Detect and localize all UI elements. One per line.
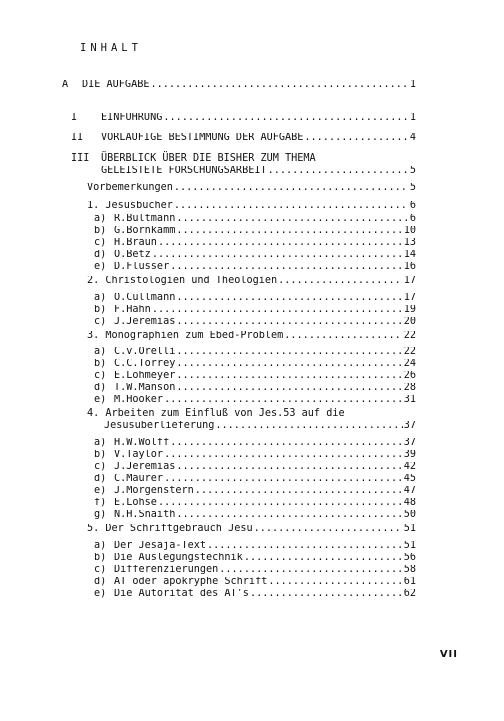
page-number: 47 xyxy=(403,486,416,496)
item-label: F.Hahn xyxy=(114,305,151,315)
toc-entry-vorbemerkungen xyxy=(87,183,416,193)
leader-dots xyxy=(176,462,402,472)
page-number: 28 xyxy=(403,383,416,393)
leader-dots xyxy=(268,577,402,587)
leader-dots xyxy=(164,395,403,405)
toc-item xyxy=(94,262,416,272)
section-title: 3. Monographien zum Ebed-Problem xyxy=(87,331,284,341)
toc-marker: I xyxy=(71,113,78,123)
toc-section-2 xyxy=(87,276,416,286)
item-marker: d) xyxy=(94,250,107,260)
toc-item xyxy=(94,305,416,315)
item-marker: c) xyxy=(94,565,107,575)
leader-dots xyxy=(164,474,403,484)
page-footer-number: VII xyxy=(439,649,458,660)
page-number: 5 xyxy=(409,183,416,193)
page-number: 14 xyxy=(403,250,416,260)
item-marker: c) xyxy=(94,371,107,381)
leader-dots xyxy=(244,553,403,563)
item-label: N.H.Snaith xyxy=(114,510,176,520)
page-number: 13 xyxy=(403,238,416,248)
item-marker: d) xyxy=(94,383,107,393)
page-number: 22 xyxy=(403,347,416,357)
item-marker: b) xyxy=(94,226,107,236)
toc-item xyxy=(94,577,416,587)
page-number: 37 xyxy=(403,438,416,448)
leader-dots xyxy=(176,371,402,381)
page-number: 1 xyxy=(409,113,416,123)
section-title: Jesusüberlieferung xyxy=(104,421,215,431)
item-label: C.C.Torrey xyxy=(114,359,176,369)
toc-item xyxy=(94,238,416,248)
toc-entry-label: A DIE AUFGABE xyxy=(62,80,150,90)
page-number: 26 xyxy=(403,371,416,381)
leader-dots xyxy=(152,250,403,260)
toc-entry-ii xyxy=(71,133,416,143)
item-marker: e) xyxy=(94,395,107,405)
toc-entry-label: GELEISTETE FORSCHUNGSARBEIT xyxy=(101,166,267,176)
toc-item xyxy=(94,589,416,599)
item-label: C.Maurer xyxy=(114,474,164,484)
item-marker: b) xyxy=(94,553,107,563)
page-number: 56 xyxy=(403,553,416,563)
leader-dots xyxy=(164,450,403,460)
page-number: 17 xyxy=(403,293,416,303)
item-label: G.Bornkamm xyxy=(114,226,176,236)
toc-item xyxy=(94,565,416,575)
toc-entry-label: Vorbemerkungen xyxy=(87,183,173,193)
item-marker: e) xyxy=(94,486,107,496)
leader-dots xyxy=(170,262,403,272)
toc-item xyxy=(94,474,416,484)
toc-entry-iii xyxy=(101,166,416,176)
toc-entry-i xyxy=(71,113,416,123)
leader-dots xyxy=(174,201,409,211)
item-label: T.W.Manson xyxy=(114,383,176,393)
item-marker: d) xyxy=(94,577,107,587)
toc-item xyxy=(94,383,416,393)
page-number: 6 xyxy=(409,214,416,224)
item-label: Der Jesaja-Text xyxy=(114,541,207,551)
page-number: 16 xyxy=(403,262,416,272)
page-number: 58 xyxy=(403,565,416,575)
page-number: 50 xyxy=(403,510,416,520)
leader-dots xyxy=(176,226,402,236)
item-marker: a) xyxy=(94,293,107,303)
item-marker: b) xyxy=(94,359,107,369)
page-number: 20 xyxy=(403,317,416,327)
toc-entry-iii-line1: III ÜBERBLICK ÜBER DIE BISHER ZUM THEMA xyxy=(71,153,316,164)
item-marker: e) xyxy=(94,262,107,272)
page-number: 62 xyxy=(403,589,416,599)
page-number: 39 xyxy=(403,450,416,460)
page-number: 4 xyxy=(409,133,416,143)
leader-dots xyxy=(176,510,402,520)
page-heading: INHALT xyxy=(80,42,142,54)
toc-item xyxy=(94,214,416,224)
item-label: AT oder apokryphe Schrift xyxy=(114,577,268,587)
section-title: 1. Jesusbücher xyxy=(87,201,173,211)
item-label: D.Flusser xyxy=(114,262,170,272)
toc-item xyxy=(94,395,416,405)
item-label: Differenzierungen xyxy=(114,565,219,575)
leader-dots xyxy=(215,421,402,431)
page-number: 1 xyxy=(409,80,416,90)
leader-dots xyxy=(219,565,402,575)
leader-dots xyxy=(254,524,403,534)
toc-item xyxy=(94,371,416,381)
toc-section-4 xyxy=(104,421,416,431)
leader-dots xyxy=(176,214,409,224)
leader-dots xyxy=(304,133,408,143)
page-number: 17 xyxy=(403,276,416,286)
leader-dots xyxy=(158,238,403,248)
toc-marker: III xyxy=(71,153,90,164)
leader-dots xyxy=(152,305,403,315)
item-label: H.W.Wolff xyxy=(114,438,170,448)
item-marker: g) xyxy=(94,510,107,520)
item-label: E.Lohse xyxy=(114,498,157,508)
item-label: Die Autorität des AT's xyxy=(114,589,249,599)
item-marker: c) xyxy=(94,462,107,472)
item-marker: a) xyxy=(94,347,107,357)
section-title: 5. Der Schriftgebrauch Jesu xyxy=(87,524,253,534)
item-label: J.Morgenstern xyxy=(114,486,194,496)
toc-item xyxy=(94,293,416,303)
toc-item xyxy=(94,347,416,357)
item-marker: c) xyxy=(94,238,107,248)
page-number: 6 xyxy=(409,201,416,211)
toc-entry-a xyxy=(62,80,416,90)
page-number: 22 xyxy=(403,331,416,341)
item-label: C.v.Orelli xyxy=(114,347,176,357)
leader-dots xyxy=(170,438,403,448)
leader-dots xyxy=(278,276,403,286)
leader-dots xyxy=(176,359,402,369)
leader-dots xyxy=(158,498,403,508)
leader-dots xyxy=(176,383,402,393)
item-label: H.Braun xyxy=(114,238,157,248)
toc-section-5 xyxy=(87,524,416,534)
item-label: Die Auslegungstechnik xyxy=(114,553,243,563)
toc-item xyxy=(94,226,416,236)
leader-dots xyxy=(176,347,402,357)
item-label: R.Bultmann xyxy=(114,214,176,224)
item-label: M.Hooker xyxy=(114,395,164,405)
toc-marker: A xyxy=(62,80,69,90)
toc-section-4-line1: 4. Arbeiten zum Einfluß von Jes.53 auf die xyxy=(87,408,345,419)
toc-item xyxy=(94,510,416,520)
section-title: 2. Christologien und Theologien xyxy=(87,276,278,286)
item-marker: e) xyxy=(94,589,107,599)
leader-dots xyxy=(195,486,403,496)
leader-dots xyxy=(176,293,402,303)
item-label: V.Taylor xyxy=(114,450,164,460)
toc-item xyxy=(94,359,416,369)
toc-item xyxy=(94,317,416,327)
page-number: 19 xyxy=(403,305,416,315)
toc-marker: II xyxy=(71,133,84,143)
page-number: 51 xyxy=(403,524,416,534)
toc-item xyxy=(94,438,416,448)
leader-dots xyxy=(268,166,409,176)
item-marker: b) xyxy=(94,450,107,460)
toc-item xyxy=(94,486,416,496)
toc-item xyxy=(94,250,416,260)
item-marker: a) xyxy=(94,541,107,551)
toc-section-3 xyxy=(87,331,416,341)
toc-entry-label: II VORLÄUFIGE BESTIMMUNG DER AUFGABE xyxy=(71,133,304,143)
item-marker: f) xyxy=(94,498,107,508)
item-label: O.Betz xyxy=(114,250,151,260)
toc-section-1 xyxy=(87,201,416,211)
page-number: 31 xyxy=(403,395,416,405)
page-number: 45 xyxy=(403,474,416,484)
item-marker: d) xyxy=(94,474,107,484)
item-label: O.Cullmann xyxy=(114,293,176,303)
page-number: 51 xyxy=(403,541,416,551)
item-label: J.Jeremias xyxy=(114,462,176,472)
item-marker: c) xyxy=(94,317,107,327)
leader-dots xyxy=(207,541,403,551)
leader-dots xyxy=(250,589,403,599)
item-label: E.Lohmeyer xyxy=(114,371,176,381)
toc-item xyxy=(94,498,416,508)
toc-item xyxy=(94,462,416,472)
item-marker: b) xyxy=(94,305,107,315)
page-number: 37 xyxy=(403,421,416,431)
leader-dots xyxy=(176,317,402,327)
item-marker: a) xyxy=(94,214,107,224)
page-number: 10 xyxy=(403,226,416,236)
toc-entry-label: I EINFÜHRUNG xyxy=(71,113,163,123)
leader-dots xyxy=(284,331,402,341)
page-number: 24 xyxy=(403,359,416,369)
toc-item xyxy=(94,541,416,551)
leader-dots xyxy=(150,80,408,90)
leader-dots xyxy=(174,183,409,193)
page-number: 42 xyxy=(403,462,416,472)
leader-dots xyxy=(163,113,409,123)
toc-item xyxy=(94,450,416,460)
toc-item xyxy=(94,553,416,563)
page-number: 5 xyxy=(409,166,416,176)
page-number: 48 xyxy=(403,498,416,508)
item-label: J.Jeremias xyxy=(114,317,176,327)
item-marker: a) xyxy=(94,438,107,448)
page-number: 61 xyxy=(403,577,416,587)
